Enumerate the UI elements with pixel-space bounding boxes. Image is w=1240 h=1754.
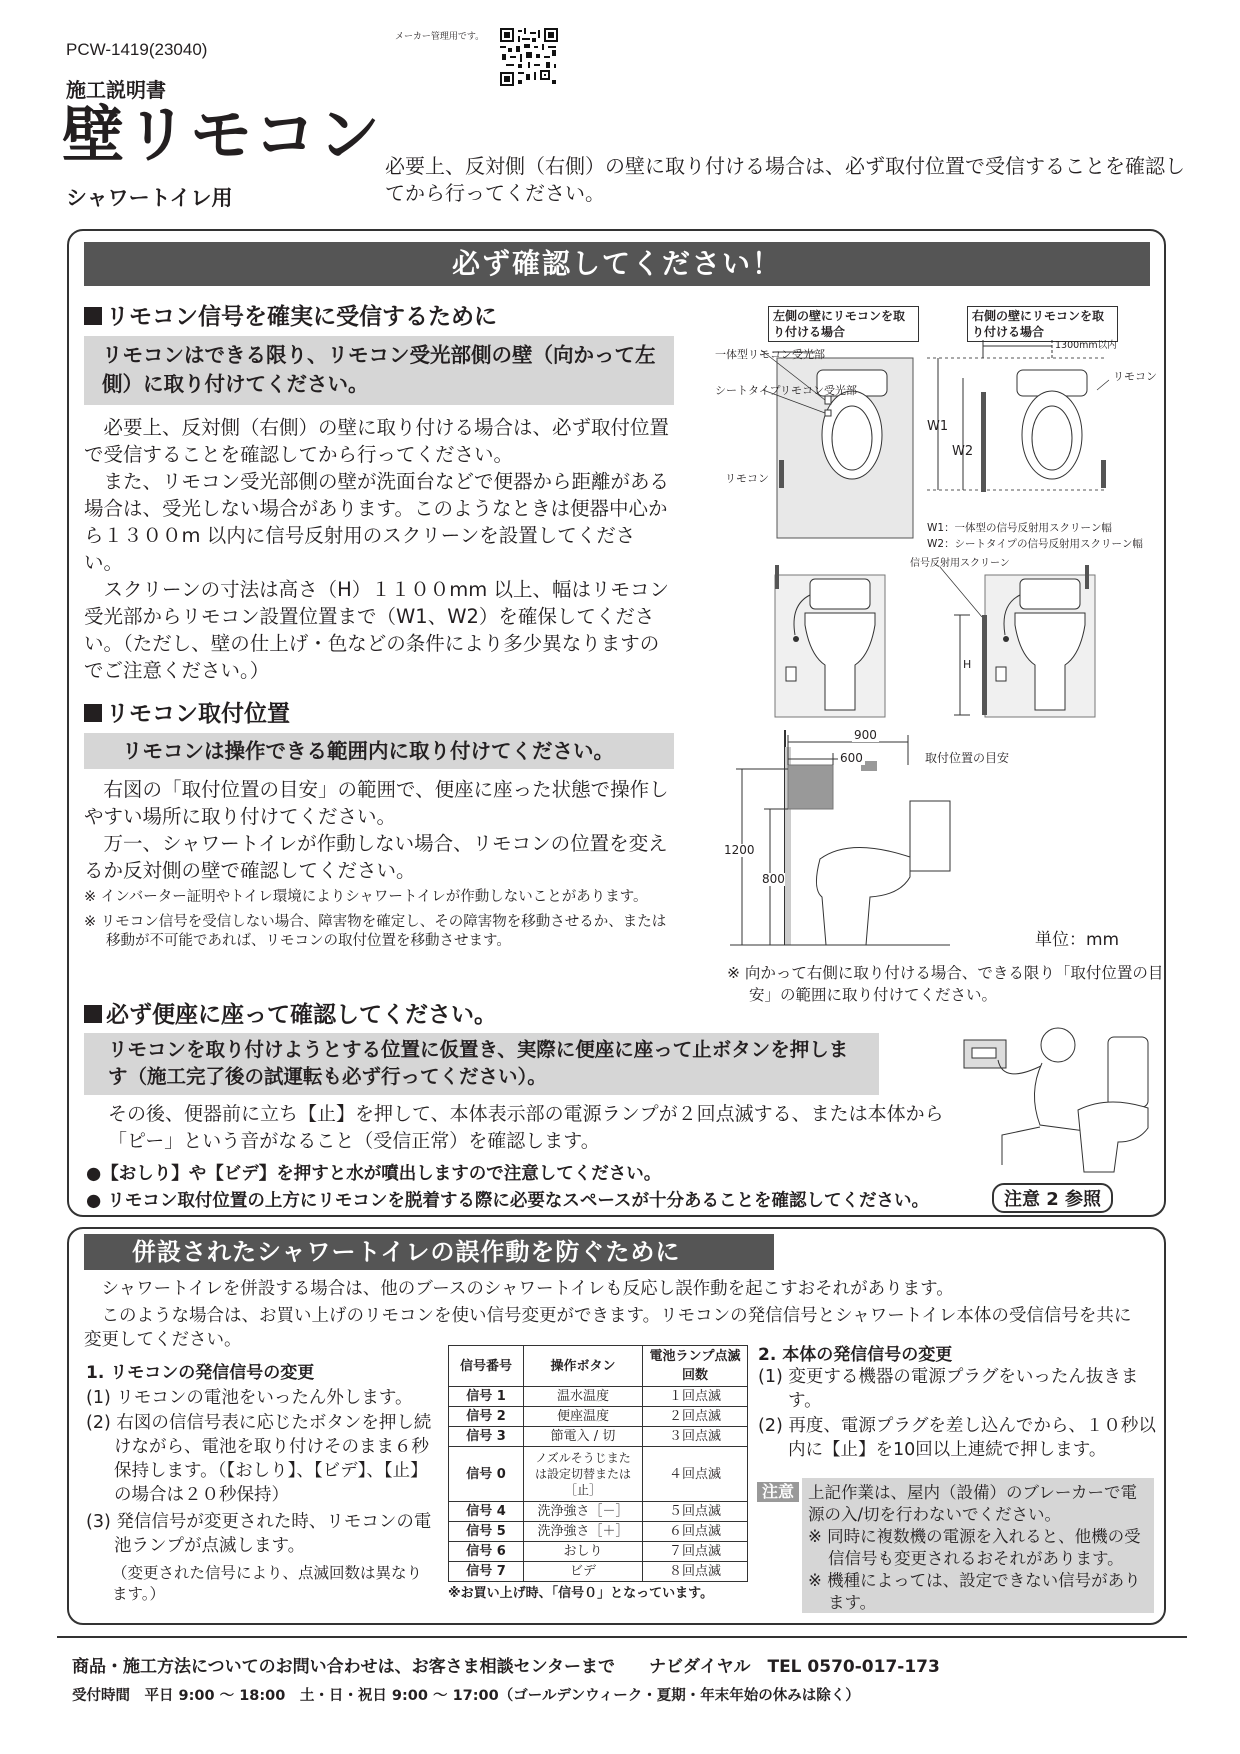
install-range-diagram	[720, 725, 1160, 955]
callout-test-stop-button: リモコンを取り付けようとする位置に仮置き、実際に便座に座って止ボタンを押します（施工完了後の試運転も必ず行ってください）。	[84, 1033, 879, 1095]
label-reflect-screen: 信号反射用スクリーン	[910, 558, 1010, 569]
label-1300mm: 1300mm以内	[1055, 340, 1117, 351]
toilet-side-view-drawing	[770, 555, 1170, 725]
table-row	[449, 1542, 748, 1562]
note-obstacle: ※ リモコン信号を受信しない場合、障害物を確定し、その障害物を移動させるか、または移動が不可能であれば、リモコンの取付位置を移動させます。	[84, 914, 667, 949]
label-integrated-receiver: 一体型リモコン受光部	[715, 348, 825, 361]
step-unplug: (1) 変更する機器の電源プラグをいったん抜きます。	[758, 1367, 1139, 1411]
crosstalk-banner: 併設されたシャワートイレの誤作動を防ぐために	[84, 1234, 774, 1270]
document-code: PCW-1419(23040)	[66, 40, 208, 59]
crosstalk-intro2: このような場合は、お買い上げのリモコンを使い信号変更ができます。リモコンの発信信号とシャワートイレ本体の受信信号を共に変更してください。	[84, 1306, 1132, 1350]
table-row	[449, 1447, 748, 1502]
caution-reference-chip: 注意 2 参照	[992, 1183, 1113, 1213]
person-sitting-illustration	[958, 1015, 1158, 1175]
table-row	[449, 1562, 748, 1582]
legend-w2: W2：シートタイプの信号反射用スクリーン幅	[927, 538, 1143, 550]
page-title: 壁リモコン	[62, 98, 383, 171]
signal-no: 信号 5	[449, 1522, 524, 1542]
operation-button: ノズルそうじまたは設定切替または［止］	[524, 1447, 643, 1502]
legend-w1: W1：一体型の信号反射用スクリーン幅	[927, 522, 1112, 534]
mount-position-body	[84, 776, 674, 884]
header-note: 必要上、反対側（右側）の壁に取り付ける場合は、必ず取付位置で受信することを確認してから行ってください。	[385, 154, 1185, 205]
callout-mount-left-wall: リモコンはできる限り、リモコン受光部側の壁（向かって左側）に取り付けてください。	[84, 336, 674, 405]
paragraph-confirm-reception: その後、便器前に立ち【止】を押して、本体表示部の電源ランプが２回点滅する、または本体から「ピー」という音がなること（受信正常）を確認します。	[108, 1103, 944, 1152]
operation-button: ビデ	[524, 1562, 643, 1582]
blink-count: ４回点滅	[643, 1447, 748, 1502]
label-seat-receiver: シートタイプリモコン受光部	[715, 384, 858, 397]
step-hold-button: (2) 右図の信信号表に応じたボタンを押し続けながら、電池を取り付けそのまま６秒保持します。（【おしり】、【ビデ】、【止】の場合は２０秒保持）	[86, 1413, 432, 1505]
paragraph-screen-install: また、リモコン受光部側の壁が洗面台などで便器から距離がある場合は、受光しない場合があります。このようなときは便器中心から１３００m 以内に信号反射用のスクリーンを設置してください。	[84, 470, 670, 574]
header-button: 操作ボタン	[524, 1346, 643, 1387]
table-row	[449, 1407, 748, 1427]
callout-operable-range: リモコンは操作できる範囲内に取り付けてください。	[84, 733, 674, 769]
footer-divider	[57, 1636, 1187, 1638]
footer-contact: 商品・施工方法についてのお問い合わせは、お客さま相談センターまで ナビダイヤル TEL 0570-017-173	[72, 1657, 940, 1677]
page-subtitle: シャワートイレ用	[66, 186, 233, 210]
side-view-diagram	[770, 555, 1170, 725]
note-right-side: ※ 向かって右側に取り付ける場合、できる限り「取付位置の目安」の範囲に取り付けてください。	[727, 964, 1164, 1004]
signal-no: 信号 3	[449, 1427, 524, 1447]
step-lamp-note: （変更された信号により、点滅回数は異なります。）	[112, 1564, 423, 1603]
bullet-space-check: ● リモコン取付位置の上方にリモコンを脱着する際に必要なスペースが十分あることを確認してください。	[86, 1191, 929, 1211]
paragraph-not-working: 万一、シャワートイレが作動しない場合、リモコンの位置を変えるか反対側の壁で確認してください。	[84, 832, 668, 882]
qr-note: メーカー管理用です。	[395, 32, 485, 42]
step-lamp-blink: (3) 発信信号が変更された時、リモコンの電池ランプが点滅します。	[86, 1512, 432, 1556]
signal-no: 信号 4	[449, 1502, 524, 1522]
operation-button: 節電入 / 切	[524, 1427, 643, 1447]
step-replug-press: (2) 再度、電源プラグを差し込んでから、１０秒以内に【止】を10回以上連続で押します。	[758, 1416, 1156, 1460]
paragraph-guide-range: 右図の「取付位置の目安」の範囲で、便座に座った状態で操作しやすい場所に取り付けてください。	[84, 778, 669, 828]
blink-count: ８回点滅	[643, 1562, 748, 1582]
caution-label: 注意	[757, 1482, 799, 1502]
legend-area-label: 取付位置の目安	[925, 751, 1010, 765]
mount-position-notes	[84, 888, 674, 951]
label-w2: W2	[952, 444, 974, 459]
heading-remote-signal: 1. リモコンの発信信号の変更	[86, 1363, 315, 1383]
table-note: ※お買い上げ時、「信号０」となっています。	[448, 1586, 714, 1601]
caution-text: 上記作業は、屋内（設備）のブレーカーで電源の入/切を行わないでください。	[808, 1483, 1138, 1524]
table-row	[449, 1522, 748, 1542]
right-wall-title: 右側の壁にリモコンを取り付ける場合	[967, 306, 1118, 342]
table-row	[449, 1502, 748, 1522]
signal-table	[448, 1345, 748, 1582]
blink-count: ７回点滅	[643, 1542, 748, 1562]
footer-hours: 受付時間 平日 9:00 ～ 18:00 土・日・祝日 9:00 ～ 17:00（ゴールデンウィーク・夏期・年末年始の休みは除く）	[72, 1688, 860, 1704]
dim-600: 600	[840, 751, 863, 765]
qr-code-icon	[500, 28, 558, 86]
header-signal-no: 信号番号	[449, 1346, 524, 1387]
operation-button: 洗浄強さ［－］	[524, 1502, 643, 1522]
label-w1: W1	[927, 419, 949, 434]
confirmation-banner: 必ず確認してください！	[84, 242, 1150, 286]
document-kind: 施工説明書	[66, 78, 166, 102]
label-remote-right: リモコン	[1113, 370, 1157, 383]
signal-no: 信号 7	[449, 1562, 524, 1582]
signal-table-header	[449, 1346, 748, 1387]
blink-count: ６回点滅	[643, 1522, 748, 1542]
signal-no: 信号 6	[449, 1542, 524, 1562]
dim-800: 800	[762, 872, 785, 886]
note-inverter: ※ インバーター証明やトイレ環境によりシャワートイレが作動しないことがあります。	[84, 889, 648, 905]
caution-note-model: ※ 機種によっては、設定できない信号があります。	[808, 1571, 1141, 1612]
heading-mount-position: リモコン取付位置	[84, 695, 290, 728]
table-row	[449, 1387, 748, 1407]
paragraph-screen-size: スクリーンの寸法は高さ（H）１１００mm 以上、幅はリモコン受光部からリモコン設置位置まで（W1、W2）を確保してください。（ただし、壁の仕上げ・色などの条件により多少異なりますのでご注意ください。）	[84, 578, 669, 682]
blink-count: ２回点滅	[643, 1407, 748, 1427]
blink-count: １回点滅	[643, 1387, 748, 1407]
step-remove-battery: (1) リモコンの電池をいったん外します。	[86, 1388, 413, 1408]
blink-count: ３回点滅	[643, 1427, 748, 1447]
caution-box	[802, 1478, 1154, 1613]
blink-count: ５回点滅	[643, 1502, 748, 1522]
label-remote-left: リモコン	[725, 472, 769, 485]
operation-button: 洗浄強さ［＋］	[524, 1522, 643, 1542]
signal-reception-body	[84, 414, 674, 684]
signal-no: 信号 0	[449, 1447, 524, 1502]
unit-label: 単位：mm	[1035, 930, 1120, 950]
header-blink-count: 電池ランプ点滅回数	[643, 1346, 748, 1387]
dim-1200: 1200	[724, 843, 755, 857]
operation-button: おしり	[524, 1542, 643, 1562]
left-wall-title: 左側の壁にリモコンを取り付ける場合	[768, 306, 919, 342]
label-h: H	[963, 658, 972, 671]
operation-button: 温水温度	[524, 1387, 643, 1407]
bullet-water-warning: ●【おしり】や【ビデ】を押すと水が噴出しますので注意してください。	[86, 1164, 662, 1184]
dim-900: 900	[854, 728, 877, 742]
heading-signal-reception: リモコン信号を確実に受信するために	[84, 298, 497, 331]
signal-no: 信号 1	[449, 1387, 524, 1407]
heading-body-signal: 2. 本体の発信信号の変更	[758, 1345, 953, 1365]
caution-note-multiple: ※ 同時に複数機の電源を入れると、他機の受信信号も変更されるおそれがあります。	[808, 1527, 1141, 1568]
signal-no: 信号 2	[449, 1407, 524, 1427]
crosstalk-intro1: シャワートイレを併設する場合は、他のブースのシャワートイレも反応し誤作動を起こすおそれがあります。	[101, 1279, 954, 1299]
heading-sit-confirm: 必ず便座に座って確認してください。	[84, 996, 497, 1029]
operation-button: 便座温度	[524, 1407, 643, 1427]
paragraph-opposite-wall: 必要上、反対側（右側）の壁に取り付ける場合は、必ず取付位置で受信することを確認してから行ってください。	[84, 416, 670, 466]
table-row	[449, 1427, 748, 1447]
